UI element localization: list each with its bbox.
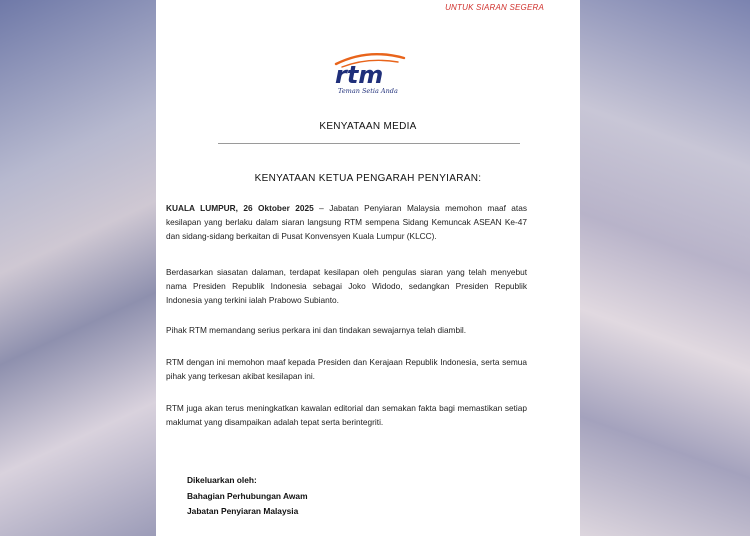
paragraph-4: RTM dengan ini memohon maaf kepada Presiden dan Kerajaan Republik Indonesia, serta semua pihak yang terkesan akibat kesilapan ini. bbox=[166, 357, 527, 382]
signature-block bbox=[187, 473, 308, 520]
statement-heading: KENYATAAN KETUA PENGARAH PENYIARAN: bbox=[254, 173, 482, 184]
paragraph-5: RTM juga akan terus meningkatkan kawalan editorial dan semakan fakta bagi memastikan setiap maklumat yang disampaikan adalah tepat serta berintegriti. bbox=[166, 403, 527, 428]
logo-tagline: Teman Setia Anda bbox=[338, 87, 398, 95]
background-right bbox=[580, 0, 750, 536]
background-left bbox=[0, 0, 156, 536]
rtm-logo bbox=[328, 50, 408, 96]
document-title: KENYATAAN MEDIA bbox=[319, 121, 417, 132]
press-release-page bbox=[156, 0, 580, 536]
release-stamp: UNTUK SIARAN SEGERA bbox=[445, 3, 544, 12]
paragraph-3: Pihak RTM memandang serius perkara ini dan tindakan sewajarnya telah diambil. bbox=[166, 325, 467, 335]
paragraph-2: Berdasarkan siasatan dalaman, terdapat kesilapan oleh pengulas siaran yang telah menyebut nama Presiden Republik Indonesia sebagai Joko Widodo, sedangkan Presiden Republik Indonesia yang terkini ialah Prabowo Subianto. bbox=[166, 267, 527, 306]
paragraph-1-body: – Jabatan Penyiaran Malaysia memohon maaf atas kesilapan yang berlaku dalam siaran langsung RTM sempena Sidang Kemuncak ASEAN Ke-47 dan sidang-sidang berkaitan di Pusat Konvensyen Kuala Lumpur (KLCC). bbox=[166, 203, 527, 242]
rtm-logo-mark bbox=[328, 50, 408, 96]
logo-brand-text: rtm bbox=[335, 61, 384, 89]
signature-department: Jabatan Penyiaran Malaysia bbox=[187, 506, 299, 516]
dateline: KUALA LUMPUR, 26 Oktober 2025 bbox=[166, 203, 314, 213]
title-divider bbox=[218, 143, 520, 144]
paragraph-1 bbox=[166, 201, 527, 244]
signature-issued-by: Dikeluarkan oleh: bbox=[187, 475, 257, 485]
signature-division: Bahagian Perhubungan Awam bbox=[187, 490, 308, 501]
